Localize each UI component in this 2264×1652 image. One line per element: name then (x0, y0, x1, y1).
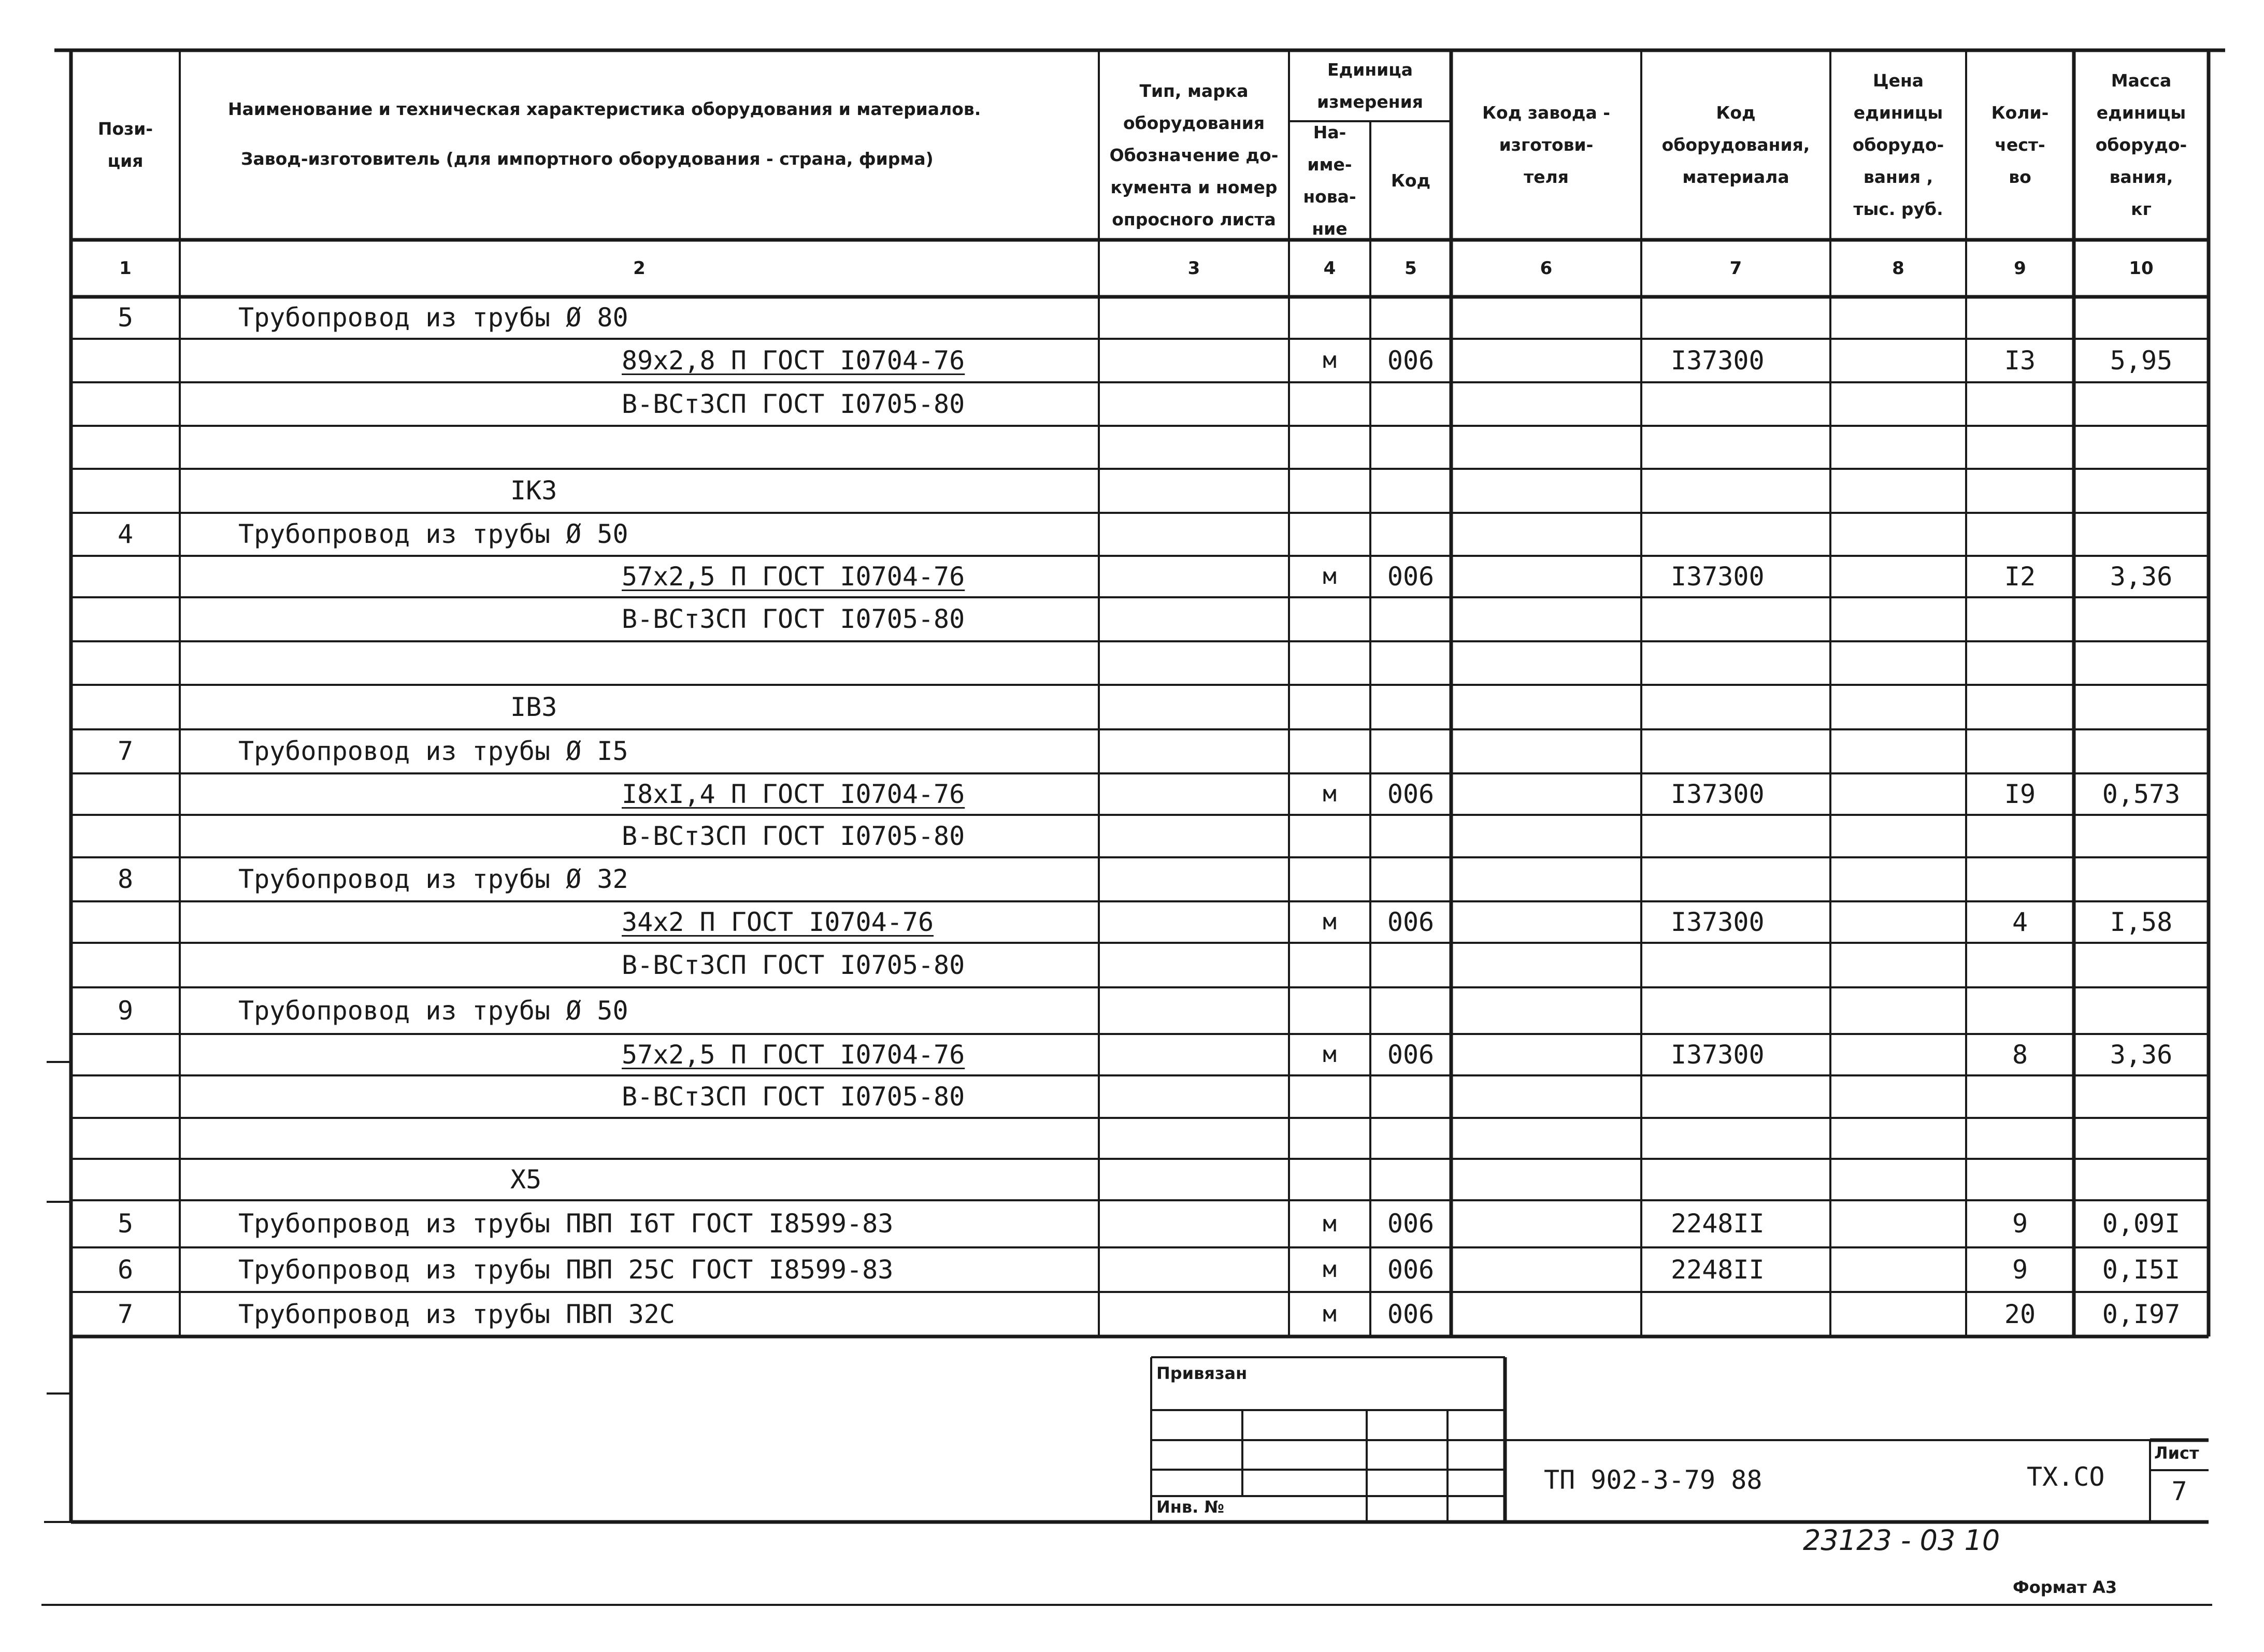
header-col3-line: оборудования (1123, 113, 1265, 133)
privyazan-label: Привязан (1156, 1363, 1248, 1383)
unit-name-cell (1289, 685, 1370, 729)
item-name-cell: В-ВСт3СП ГОСТ I0705-80 (622, 604, 965, 634)
position-cell (71, 556, 180, 597)
material-code-cell: I37300 (1671, 1040, 1765, 1070)
mass-cell (2074, 987, 2209, 1034)
mass-cell (2074, 597, 2209, 641)
mass-cell (2074, 641, 2209, 685)
quantity-cell: 8 (2012, 1040, 2028, 1070)
header-col1-line: ция (107, 151, 144, 171)
quantity-cell: 20 (2004, 1299, 2036, 1329)
header-col9-line: чест- (1995, 135, 2045, 155)
material-code-cell: 2248II (1671, 1209, 1765, 1239)
unit-code-cell: 006 (1387, 1040, 1435, 1070)
column-number: 6 (1540, 258, 1553, 279)
header-col4-line: нова- (1303, 186, 1356, 207)
mass-cell (2074, 426, 2209, 469)
unit-code-cell (1370, 513, 1451, 556)
header-col3-line: кумента и номер (1110, 177, 1278, 197)
unit-name-cell: м (1323, 781, 1337, 807)
item-name-cell: В-ВСт3СП ГОСТ I0705-80 (622, 950, 965, 980)
position-cell (71, 641, 180, 685)
quantity-cell: I2 (2004, 562, 2036, 592)
unit-name-cell: м (1323, 347, 1337, 374)
inventory-number-label: Инв. № (1156, 1497, 1224, 1517)
position-cell: 8 (117, 864, 134, 894)
header-col2-line: Наименование и техническая характеристика оборудования и материалов. (228, 99, 981, 119)
position-cell (71, 773, 180, 815)
document-number: ТП 902-3-79 88 (1544, 1465, 1763, 1495)
quantity-cell (1966, 641, 2074, 685)
quantity-cell (1966, 513, 2074, 556)
header-unit_group-line: Единица (1327, 59, 1413, 80)
mass-cell (2074, 1075, 2209, 1118)
mass-cell (2074, 857, 2209, 901)
mass-cell (2074, 685, 2209, 729)
mass-cell: 0,I97 (2102, 1299, 2181, 1329)
quantity-cell: 4 (2012, 907, 2028, 937)
item-name-cell: 57x2,5 П ГОСТ I0704-76 (622, 1040, 965, 1070)
position-cell (71, 1118, 180, 1159)
column-number: 3 (1187, 258, 1200, 279)
item-name-cell: В-ВСт3СП ГОСТ I0705-80 (622, 1082, 965, 1112)
quantity-cell (1966, 815, 2074, 857)
document-code: ТХ.СО (2027, 1462, 2105, 1492)
header-col3-line: опросного листа (1112, 209, 1276, 229)
unit-name-cell (1289, 513, 1370, 556)
header-col8-line: оборудо- (1852, 135, 1944, 155)
unit-name-cell (1289, 469, 1370, 513)
position-cell (71, 901, 180, 943)
position-cell: 6 (117, 1255, 134, 1285)
handwritten-registration-number: 23123 - 03 10 (1803, 1524, 2000, 1557)
unit-name-cell: м (1323, 1041, 1337, 1068)
position-cell: 5 (117, 303, 134, 333)
quantity-cell (1966, 943, 2074, 987)
mass-cell: 0,573 (2102, 779, 2181, 809)
position-cell (71, 943, 180, 987)
header-col3-line: Обозначение до- (1109, 145, 1279, 165)
quantity-cell (1966, 729, 2074, 773)
unit-code-cell: 006 (1387, 779, 1435, 809)
unit-code-cell (1370, 597, 1451, 641)
column-number: 2 (633, 258, 646, 279)
quantity-cell (1966, 1159, 2074, 1200)
header-col8-line: тыс. руб. (1853, 199, 1943, 219)
column-number: 5 (1405, 258, 1417, 279)
unit-code-cell (1370, 1118, 1451, 1159)
quantity-cell: 9 (2012, 1209, 2028, 1239)
quantity-cell: I9 (2004, 779, 2036, 809)
header-col10-line: оборудо- (2095, 135, 2187, 155)
quantity-cell (1966, 1075, 2074, 1118)
mass-cell (2074, 815, 2209, 857)
header-col3-line: Тип, марка (1139, 81, 1249, 101)
item-name-cell: I8xI,4 П ГОСТ I0704-76 (622, 779, 965, 809)
mass-cell: 3,36 (2110, 1040, 2173, 1070)
unit-code-cell (1370, 987, 1451, 1034)
header-col8-line: вания , (1863, 167, 1933, 187)
item-name-cell: Трубопровод из трубы ПВП I6T ГОСТ I8599-83 (238, 1209, 894, 1239)
header-col7-line: материала (1682, 167, 1789, 187)
material-code-cell: 2248II (1671, 1255, 1765, 1285)
quantity-cell (1966, 685, 2074, 729)
mass-cell (2074, 513, 2209, 556)
unit-code-cell (1370, 382, 1451, 426)
mass-cell: 0,09I (2102, 1209, 2181, 1239)
position-cell (71, 382, 180, 426)
mass-cell (2074, 1159, 2209, 1200)
header-col4-line: име- (1307, 154, 1352, 175)
item-name-cell: Трубопровод из трубы Ø 50 (238, 519, 628, 549)
unit-name-cell: м (1323, 1256, 1337, 1283)
position-cell: 9 (117, 996, 134, 1026)
item-name-cell: Трубопровод из трубы Ø I5 (238, 736, 628, 766)
quantity-cell (1966, 987, 2074, 1034)
sheet-label: Лист (2154, 1443, 2199, 1463)
unit-code-cell (1370, 685, 1451, 729)
quantity-cell (1966, 857, 2074, 901)
unit-name-cell (1289, 815, 1370, 857)
material-code-cell: I37300 (1671, 346, 1765, 376)
mass-cell: I,58 (2110, 907, 2173, 937)
unit-code-cell (1370, 857, 1451, 901)
position-cell (71, 469, 180, 513)
position-cell (71, 1034, 180, 1075)
position-cell (71, 815, 180, 857)
column-number: 1 (119, 258, 132, 279)
mass-cell: 0,I5I (2102, 1255, 2181, 1285)
mass-cell: 5,95 (2110, 346, 2173, 376)
unit-name-cell: м (1323, 563, 1337, 590)
header-col10-line: вания, (2109, 167, 2173, 187)
unit-name-cell (1289, 597, 1370, 641)
unit-code-cell: 006 (1387, 907, 1435, 937)
position-cell (71, 1159, 180, 1200)
unit-code-cell: 006 (1387, 346, 1435, 376)
header-col8-line: Цена (1872, 70, 1924, 91)
unit-code-cell: 006 (1387, 1209, 1435, 1239)
header-col10-line: кг (2131, 199, 2152, 219)
item-name-cell: X5 (510, 1165, 542, 1195)
header-col9-line: во (2009, 167, 2031, 187)
header-col9-line: Коли- (1991, 103, 2049, 123)
mass-cell: 3,36 (2110, 562, 2173, 592)
header-col6-line: изготови- (1499, 135, 1594, 155)
header-col2-line: Завод-изготовитель (для импортного оборудования - страна, фирма) (241, 149, 934, 169)
header-col7-line: Код (1716, 103, 1756, 123)
unit-name-cell (1289, 641, 1370, 685)
item-name-cell: В-ВСт3СП ГОСТ I0705-80 (622, 821, 965, 851)
header-col4-line: На- (1313, 122, 1346, 142)
item-name-cell: Трубопровод из трубы ПВП 32С (238, 1299, 675, 1329)
unit-code-cell (1370, 426, 1451, 469)
header-col4-line: ние (1312, 218, 1348, 239)
unit-code-cell (1370, 641, 1451, 685)
unit-name-cell (1289, 729, 1370, 773)
mass-cell (2074, 943, 2209, 987)
position-cell: 7 (117, 736, 134, 766)
item-name-cell: В-ВСт3СП ГОСТ I0705-80 (622, 389, 965, 419)
position-cell (71, 685, 180, 729)
material-code-cell: I37300 (1671, 907, 1765, 937)
item-name-cell: 34x2 П ГОСТ I0704-76 (622, 907, 934, 937)
unit-name-cell: м (1323, 1301, 1337, 1327)
unit-name-cell (1289, 1118, 1370, 1159)
column-number: 10 (2129, 258, 2154, 279)
unit-code-cell (1370, 1159, 1451, 1200)
item-name-cell: Трубопровод из трубы Ø 32 (238, 864, 628, 894)
unit-name-cell (1289, 857, 1370, 901)
material-code-cell: I37300 (1671, 779, 1765, 809)
quantity-cell (1966, 426, 2074, 469)
header-col6-line: Код завода - (1482, 103, 1610, 123)
unit-code-cell (1370, 297, 1451, 339)
sheet-number: 7 (2171, 1476, 2187, 1506)
paper-format-label: Формат А3 (2013, 1577, 2117, 1597)
quantity-cell (1966, 297, 2074, 339)
mass-cell (2074, 1118, 2209, 1159)
unit-name-cell (1289, 987, 1370, 1034)
quantity-cell (1966, 469, 2074, 513)
header-col8-line: единицы (1853, 103, 1943, 123)
unit-name-cell: м (1323, 909, 1337, 935)
quantity-cell: I3 (2004, 346, 2036, 376)
column-number: 8 (1892, 258, 1904, 279)
column-number: 7 (1729, 258, 1742, 279)
mass-cell (2074, 297, 2209, 339)
mass-cell (2074, 382, 2209, 426)
unit-code-cell: 006 (1387, 1299, 1435, 1329)
header-col7-line: оборудования, (1661, 135, 1810, 155)
quantity-cell (1966, 382, 2074, 426)
item-name-cell: IK3 (510, 476, 557, 506)
unit-code-cell: 006 (1387, 1255, 1435, 1285)
header-col10-line: Масса (2111, 70, 2172, 91)
column-number: 4 (1323, 258, 1336, 279)
header-unit_group-line: измерения (1317, 91, 1423, 112)
unit-name-cell (1289, 1159, 1370, 1200)
unit-name-cell: м (1323, 1211, 1337, 1237)
unit-code-cell (1370, 729, 1451, 773)
unit-name-cell (1289, 382, 1370, 426)
header-col10-line: единицы (2096, 103, 2186, 123)
column-number: 9 (2014, 258, 2026, 279)
unit-code-cell (1370, 943, 1451, 987)
header-col1-line: Пози- (97, 119, 153, 139)
quantity-cell: 9 (2012, 1255, 2028, 1285)
material-code-cell: I37300 (1671, 562, 1765, 592)
header-col6-line: теля (1524, 167, 1569, 187)
unit-code-cell: 006 (1387, 562, 1435, 592)
quantity-cell (1966, 1118, 2074, 1159)
item-name-cell: Трубопровод из трубы ПВП 25С ГОСТ I8599-83 (238, 1255, 894, 1285)
position-cell (71, 597, 180, 641)
position-cell: 4 (117, 519, 134, 549)
unit-name-cell (1289, 1075, 1370, 1118)
mass-cell (2074, 729, 2209, 773)
position-cell (71, 1075, 180, 1118)
item-name-cell: Трубопровод из трубы Ø 80 (238, 303, 628, 333)
unit-code-cell (1370, 469, 1451, 513)
unit-code-cell (1370, 815, 1451, 857)
position-cell (71, 426, 180, 469)
mass-cell (2074, 469, 2209, 513)
position-cell: 7 (117, 1299, 134, 1329)
unit-code-cell (1370, 1075, 1451, 1118)
unit-name-cell (1289, 297, 1370, 339)
item-name-cell: IB3 (510, 692, 557, 722)
quantity-cell (1966, 597, 2074, 641)
item-name-cell: 89x2,8 П ГОСТ I0704-76 (622, 346, 965, 376)
item-name-cell: Трубопровод из трубы Ø 50 (238, 996, 628, 1026)
unit-name-cell (1289, 426, 1370, 469)
item-name-cell: 57x2,5 П ГОСТ I0704-76 (622, 562, 965, 592)
position-cell: 5 (117, 1209, 134, 1239)
position-cell (71, 339, 180, 382)
unit-name-cell (1289, 943, 1370, 987)
header-col5: Код (1391, 170, 1431, 191)
